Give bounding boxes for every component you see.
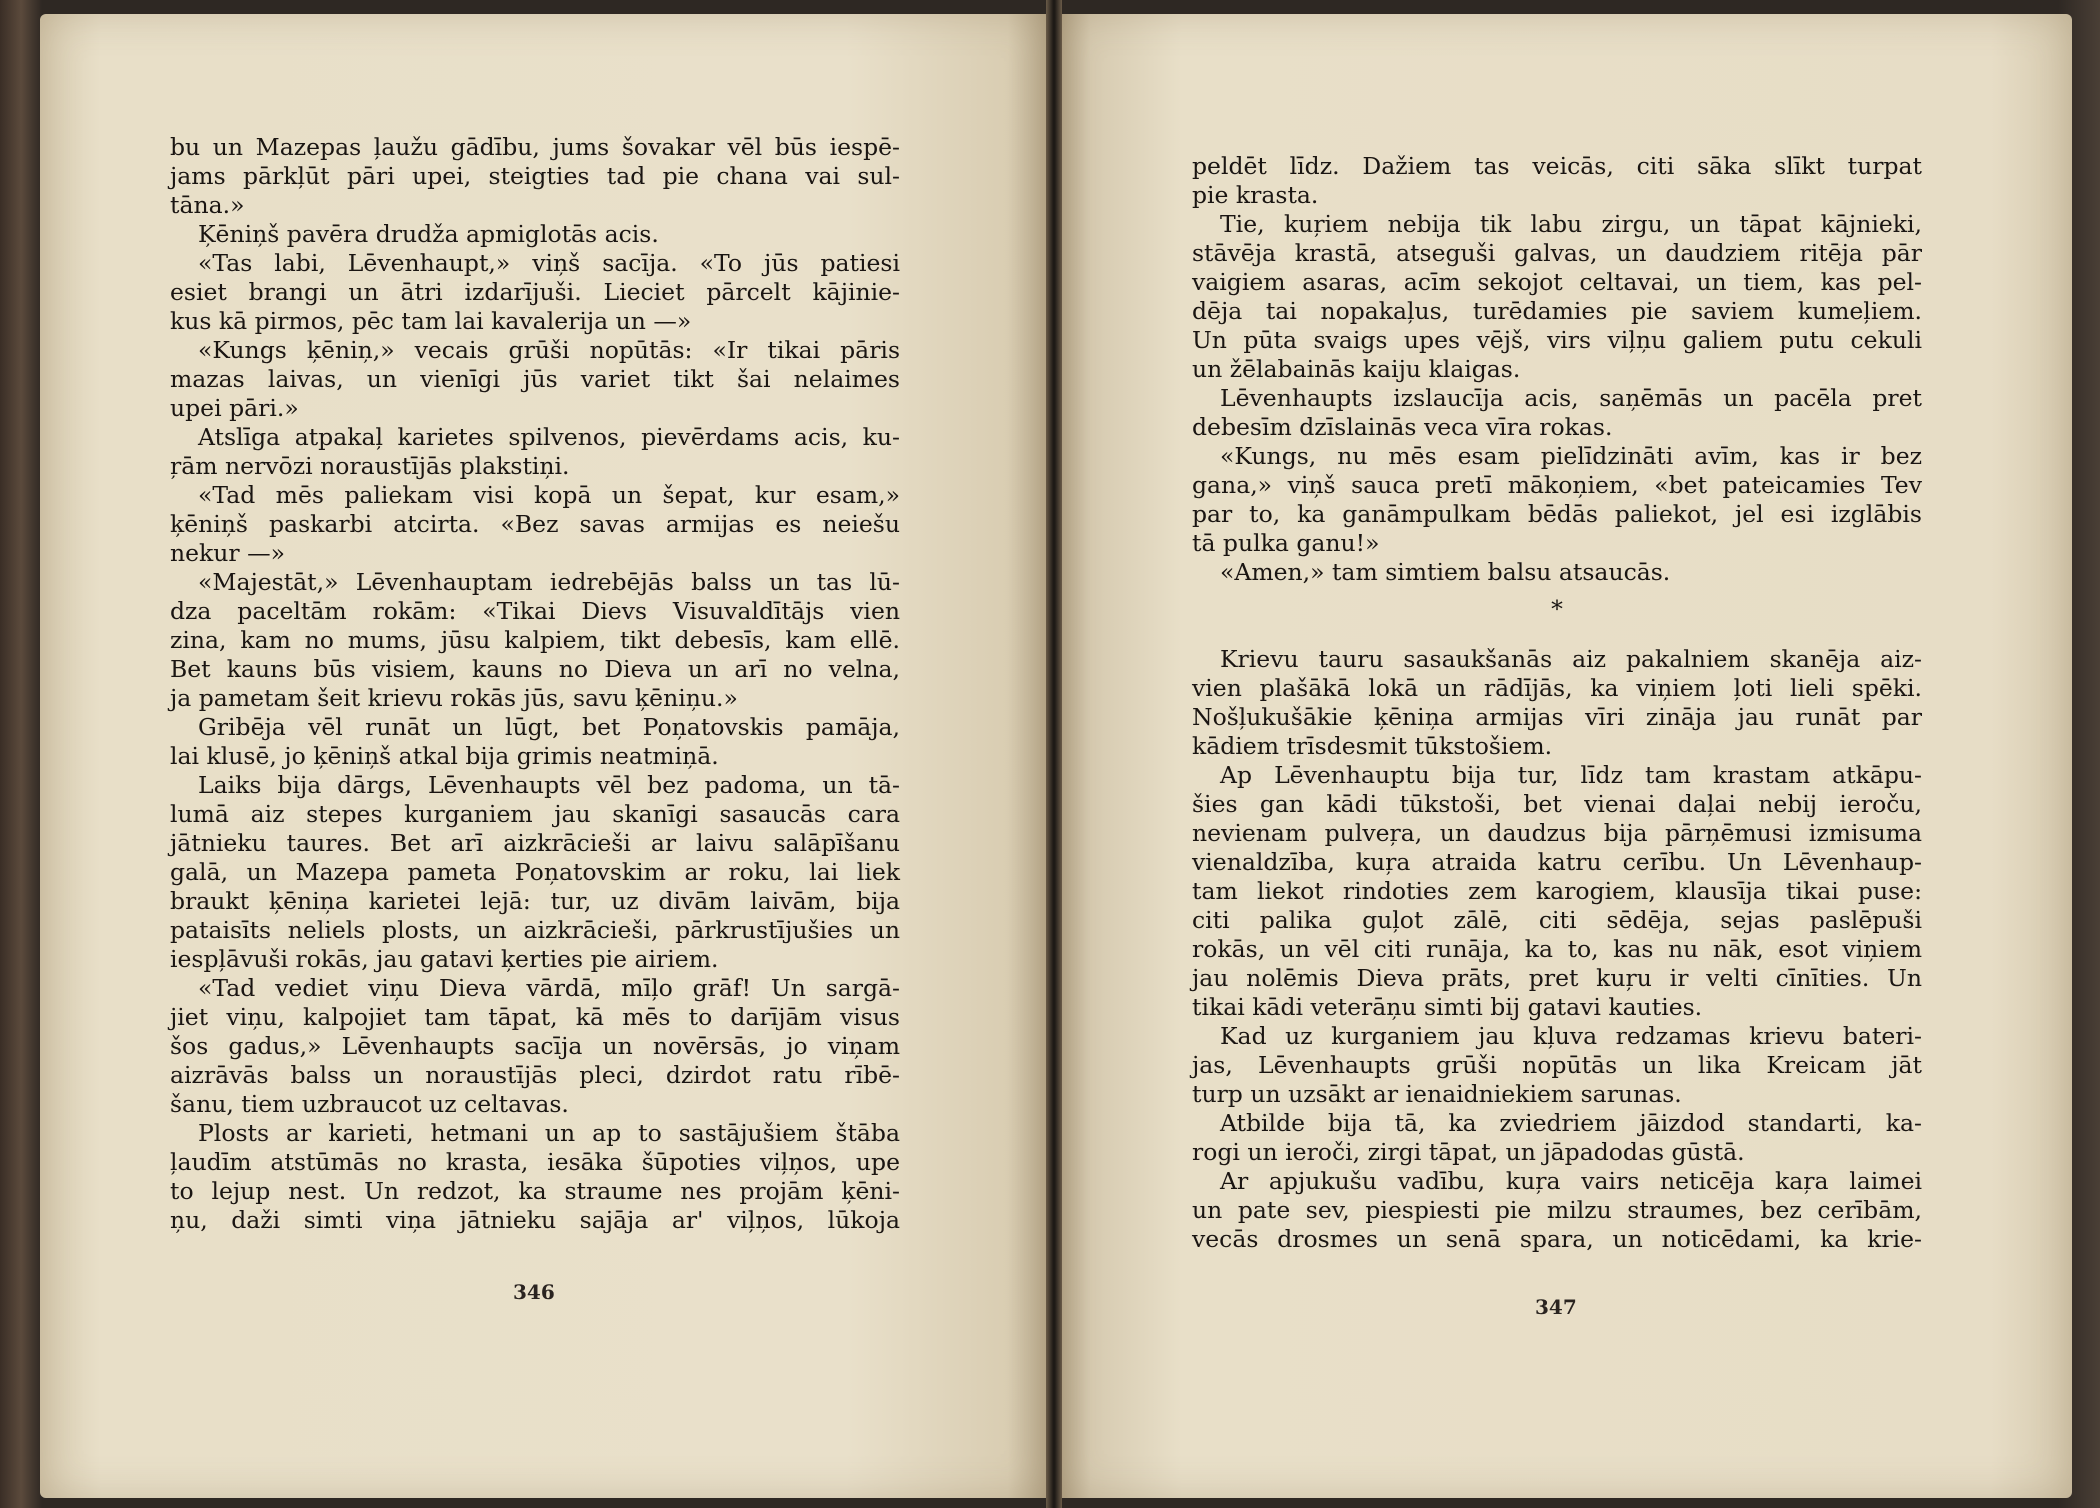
text-line: «Amen,» tam simtiem balsu atsaucās. [1220,558,1671,586]
text-line: Laiks bija dārgs, Lēvenhaupts vēl bez padoma, un tā- [198,771,900,799]
text-line: šos gadus,» Lēvenhaupts sacīja un novērsās, jo viņam [170,1032,900,1060]
text-line: jams pārkļūt pāri upei, steigties tad pie chana vai sul- [170,162,900,190]
text-line: upei pāri.» [170,394,299,422]
text-line: braukt ķēniņa karietei lejā: tur, uz divām laivām, bija [170,887,900,915]
text-line: «Tad mēs paliekam visi kopā un šepat, kur esam,» [198,481,900,509]
text-line: ja pametam šeit krievu rokās jūs, savu ķēniņu.» [170,684,738,712]
text-line: lai klusē, jo ķēniņš atkal bija grimis neatmiņā. [170,742,719,770]
text-line: tam liekot rindoties zem karogiem, klausīja tikai puse: [1192,877,1922,905]
text-line: iespļāvuši rokās, jau gatavi ķerties pie airiem. [170,945,719,973]
left-page-number: 346 [513,1280,555,1304]
text-line: Un pūta svaigs upes vējš, virs viļņu galiem putu cekuli [1192,326,1922,354]
text-line: aizrāvās balss un noraustījās pleci, dzirdot ratu rībē- [170,1061,900,1089]
text-line: rokās, un vēl citi runāja, ka to, kas nu nāk, esot viņiem [1192,935,1922,963]
text-line: Gribēja vēl runāt un lūgt, bet Poņatovskis pamāja, [198,713,900,741]
text-line: zina, kam no mums, jūsu kalpiem, tikt debesīs, kam ellē. [170,626,900,654]
text-line: tikai kādi veterāņu simti bij gatavi kauties. [1192,993,1703,1021]
text-line: peldēt līdz. Dažiem tas veicās, citi sāka slīkt turpat [1192,152,1922,180]
text-line: ķēniņš paskarbi atcirta. «Bez savas armijas es neiešu [170,510,900,538]
text-line: pie krasta. [1192,181,1319,209]
text-line: lumā aiz stepes kurganiem jau skanīgi sasaucās cara [170,800,900,828]
left-page-text [170,133,900,1235]
text-line: un pate sev, piespiesti pie milzu straumes, bez cerībām, [1192,1196,1922,1224]
right-page-text [1192,152,1922,1254]
text-line: jas, Lēvenhaupts grūši nopūtās un lika Kreicam jāt [1192,1051,1922,1079]
text-line: nevienam pulveŗa, un daudzus bija pārņēmusi izmisuma [1192,819,1922,847]
text-line: nekur —» [170,539,285,567]
text-line: vienaldzība, kuŗa atraida katru cerību. Un Lēvenhaup- [1192,848,1922,876]
text-line: Lēvenhaupts izslaucīja acis, saņēmās un pacēla pret [1220,384,1922,412]
text-line: vien plašākā lokā un rādījās, ka viņiem ļoti lieli spēki. [1192,674,1922,702]
text-line: jau nolēmis Dieva prāts, pret kuŗu ir velti cīnīties. Un [1192,964,1922,992]
text-line: Krievu tauru sasaukšanās aiz pakalniem skanēja aiz- [1220,645,1922,673]
text-line: ŗām nervōzi noraustījās plakstiņi. [170,452,570,480]
text-line: ņu, daži simti viņa jātnieku sajāja ar' viļņos, lūkoja [170,1206,900,1234]
text-line: Nošļukušākie ķēniņa armijas vīri zināja jau runāt par [1192,703,1922,731]
text-line: Atbilde bija tā, ka zviedriem jāizdod standarti, ka- [1220,1109,1922,1137]
text-line: Bet kauns būs visiem, kauns no Dieva un arī no velna, [170,655,900,683]
text-line: un žēlabainās kaiju klaigas. [1192,355,1521,383]
text-line: tā pulka ganu!» [1192,529,1380,557]
text-line: «Majestāt,» Lēvenhauptam iedrebējās balss un tas lū- [198,568,900,596]
text-line: pataisīts neliels plosts, un aizkrācieši, pārkrustījušies un [170,916,900,944]
text-line: debesīm dzīslainās veca vīra rokas. [1192,413,1613,441]
text-line: Ar apjukušu vadību, kuŗa vairs neticēja kaŗa laimei [1220,1167,1922,1195]
text-line: stāvēja krastā, atseguši galvas, un daudziem ritēja pār [1192,239,1922,267]
text-line: tāna.» [170,191,245,219]
text-line: to lejup nest. Un redzot, ka straume nes projām ķēni- [170,1177,900,1205]
text-line: rogi un ieroči, zirgi tāpat, un jāpadodas gūstā. [1192,1138,1745,1166]
text-line: mazas laivas, un vienīgi jūs variet tikt šai nelaimes [170,365,900,393]
text-line: Ap Lēvenhauptu bija tur, līdz tam krastam atkāpu- [1220,761,1922,789]
text-line: Ķēniņš pavēra drudža apmiglotās acis. [198,220,659,248]
text-line: «Tas labi, Lēvenhaupt,» viņš sacīja. «To jūs patiesi [198,249,900,277]
text-line: kādiem trīsdesmit tūkstošiem. [1192,732,1553,760]
text-line: ļaudīm atstūmās no krasta, iesāka šūpoties viļņos, upe [170,1148,900,1176]
book-gutter [1046,0,1062,1508]
text-line: citi palika guļot zālē, citi sēdēja, sejas paslēpuši [1192,906,1922,934]
text-line: vaigiem asaras, acīm sekojot celtavai, un tiem, kas pel- [1192,268,1922,296]
text-line: Tie, kuŗiem nebija tik labu zirgu, un tāpat kājnieki, [1220,210,1922,238]
text-line: par to, ka ganāmpulkam bēdās paliekot, jel esi izglābis [1192,500,1922,528]
text-line: vecās drosmes un senā spara, un noticēdami, ka krie- [1192,1225,1922,1253]
text-line: gana,» viņš sauca pretī mākoņiem, «bet pateicamies Tev [1192,471,1922,499]
text-line: «Kungs ķēniņ,» vecais grūši nopūtās: «Ir tikai pāris [198,336,900,364]
text-line: jiet viņu, kalpojiet tam tāpat, kā mēs to darījām visus [170,1003,900,1031]
text-line: turp un uzsākt ar ienaidniekiem sarunas. [1192,1080,1682,1108]
text-line: bu un Mazepas ļaužu gādību, jums šovakar vēl būs iespē- [170,133,900,161]
text-line: šies gan kādi tūkstoši, bet vienai daļai nebij ieroču, [1192,790,1922,818]
text-line: jātnieku taures. Bet arī aizkrācieši ar laivu salāpīšanu [170,829,900,857]
section-break-asterisk: * [1551,595,1563,623]
text-line: šanu, tiem uzbraucot uz celtavas. [170,1090,569,1118]
text-line: galā, un Mazepa pameta Poņatovskim ar roku, lai liek [170,858,900,886]
right-page-number: 347 [1535,1295,1577,1319]
text-line: Kad uz kurganiem jau kļuva redzamas krievu bateri- [1220,1022,1922,1050]
text-line: «Kungs, nu mēs esam pielīdzināti avīm, kas ir bez [1220,442,1922,470]
text-line: dēja tai nopakaļus, turēdamies pie saviem kumeļiem. [1192,297,1922,325]
text-line: Plosts ar karieti, hetmani un ap to sastājušiem štāba [198,1119,900,1147]
text-line: dza paceltām rokām: «Tikai Dievs Visuvaldītājs vien [170,597,900,625]
text-line: Atslīga atpakaļ karietes spilvenos, pievērdams acis, ku- [198,423,900,451]
text-line: esiet brangi un ātri izdarījuši. Lieciet pārcelt kājinie- [170,278,900,306]
text-line: kus kā pirmos, pēc tam lai kavalerija un —» [170,307,692,335]
text-line: «Tad vediet viņu Dieva vārdā, mīļo grāf! Un sargā- [198,974,900,1002]
